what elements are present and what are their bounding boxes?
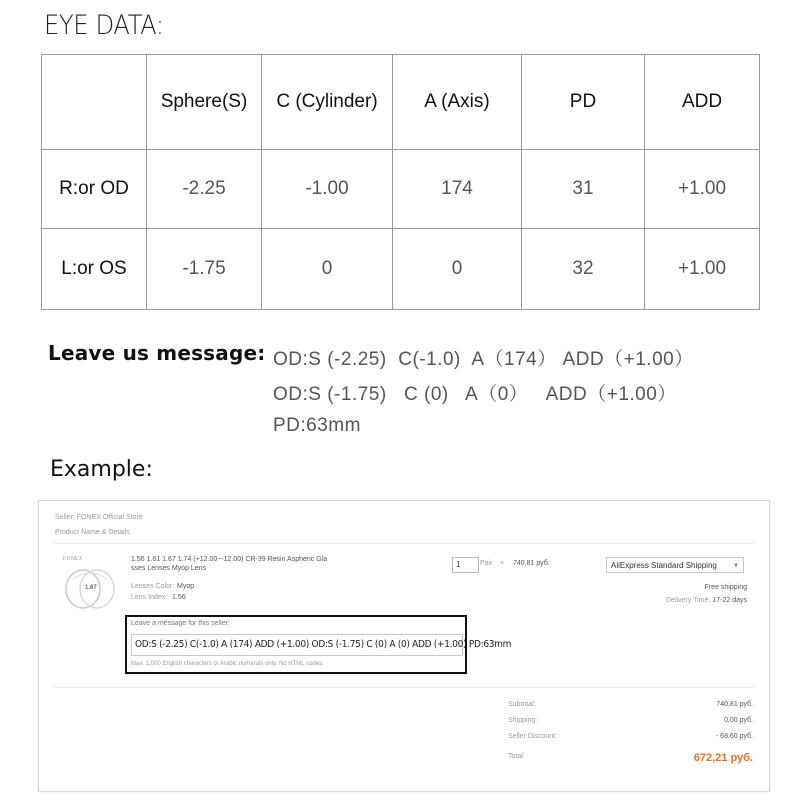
- lenses-color-value: Myop: [177, 583, 195, 590]
- subtotal-value: 740,81 руб.: [716, 701, 753, 708]
- times-sign: ×: [500, 560, 505, 567]
- brand-label: FONEX: [63, 556, 83, 562]
- cell-pd: 32: [522, 229, 645, 310]
- quantity-unit: Pair: [480, 560, 493, 567]
- message-line-pd: PD:63mm: [273, 415, 361, 436]
- free-shipping: Free shipping: [704, 584, 747, 591]
- header-cell-axis: A (Axis): [393, 55, 522, 150]
- shipping-label: Shipping:: [508, 717, 538, 724]
- example-label: Example:: [50, 457, 153, 482]
- table-header-row: [42, 55, 760, 150]
- quantity-input[interactable]: 1: [452, 557, 479, 573]
- cell-cylinder: 0: [262, 229, 393, 310]
- cell-axis: 0: [393, 229, 522, 310]
- lens-index-badge: 1.67: [85, 585, 97, 591]
- cell-add: +1.00: [645, 150, 760, 229]
- shipping-method-value: AliExpress Standard Shipping: [611, 561, 717, 570]
- cell-add: +1.00: [645, 229, 760, 310]
- subtotal-label: Subtotal:: [508, 701, 536, 708]
- header-cell-pd: PD: [522, 55, 645, 150]
- delivery-time-label: Delivery Time:: [666, 597, 711, 604]
- total-value: 672,21 руб.: [693, 752, 753, 764]
- seller-discount-label: Seller Discount:: [508, 733, 558, 740]
- message-line-od: OD:S (-2.25) C(-1.0) A（174） ADD（+1.00）: [273, 349, 694, 370]
- header-cell-cylinder: C (Cylinder): [262, 55, 393, 150]
- delivery-time-value: 17-22 days: [712, 597, 747, 604]
- table-row-od: [42, 150, 760, 229]
- row-label: R:or OD: [42, 150, 147, 229]
- total-label: Total:: [508, 753, 525, 760]
- header-divider: [54, 543, 754, 544]
- eye-data-table: [41, 54, 760, 310]
- chevron-down-icon: ▼: [733, 563, 739, 569]
- seller-name: Seller: FONEX Official Store: [55, 514, 143, 521]
- seller-message-input[interactable]: OD:S (-2.25) C(-1.0) A (174) ADD (+1.00) OD:S (-1.75) C (0) A (0) ADD (+1.00) PD:63mm: [131, 634, 463, 656]
- message-label: Leave us message:: [48, 341, 266, 365]
- page-title: EYE DATA:: [44, 10, 164, 41]
- product-title-line-2[interactable]: sses Lenses Myop Lens: [131, 565, 207, 572]
- cell-cylinder: -1.00: [262, 150, 393, 229]
- summary-divider: [54, 687, 754, 688]
- row-label: L:or OS: [42, 229, 147, 310]
- product-title-line-1[interactable]: 1.56 1.61 1.67 1.74 (+12.00~-12.00) CR-39 Resin Aspheric Gla: [131, 556, 328, 563]
- product-header: Product Name & Details: [55, 529, 130, 536]
- shipping-method-select[interactable]: [606, 557, 744, 573]
- cell-sphere: -1.75: [147, 229, 262, 310]
- message-line-os: OD:S (-1.75) C (0) A（0） ADD（+1.00）: [273, 384, 677, 405]
- unit-price: 740,81 руб.: [513, 560, 550, 567]
- header-cell-empty: [42, 55, 147, 150]
- shipping-value: 0,00 руб.: [724, 717, 753, 724]
- example-screenshot: [38, 500, 770, 792]
- header-cell-add: ADD: [645, 55, 760, 150]
- message-hint: Max. 1,000 English characters or Arabic numerals only. No HTML codes.: [131, 661, 324, 667]
- cell-sphere: -2.25: [147, 150, 262, 229]
- table-row-os: [42, 229, 760, 310]
- leave-message-label: Leave a message for this seller:: [131, 620, 230, 627]
- cell-axis: 174: [393, 150, 522, 229]
- header-cell-sphere: Sphere(S): [147, 55, 262, 150]
- lens-index-value: 1.56: [172, 594, 186, 601]
- lenses-color-label: Lenses Color:: [131, 583, 175, 590]
- seller-discount-value: - 68,60 руб.: [715, 733, 753, 740]
- cell-pd: 31: [522, 150, 645, 229]
- lens-index-label: Lens Index:: [131, 594, 168, 601]
